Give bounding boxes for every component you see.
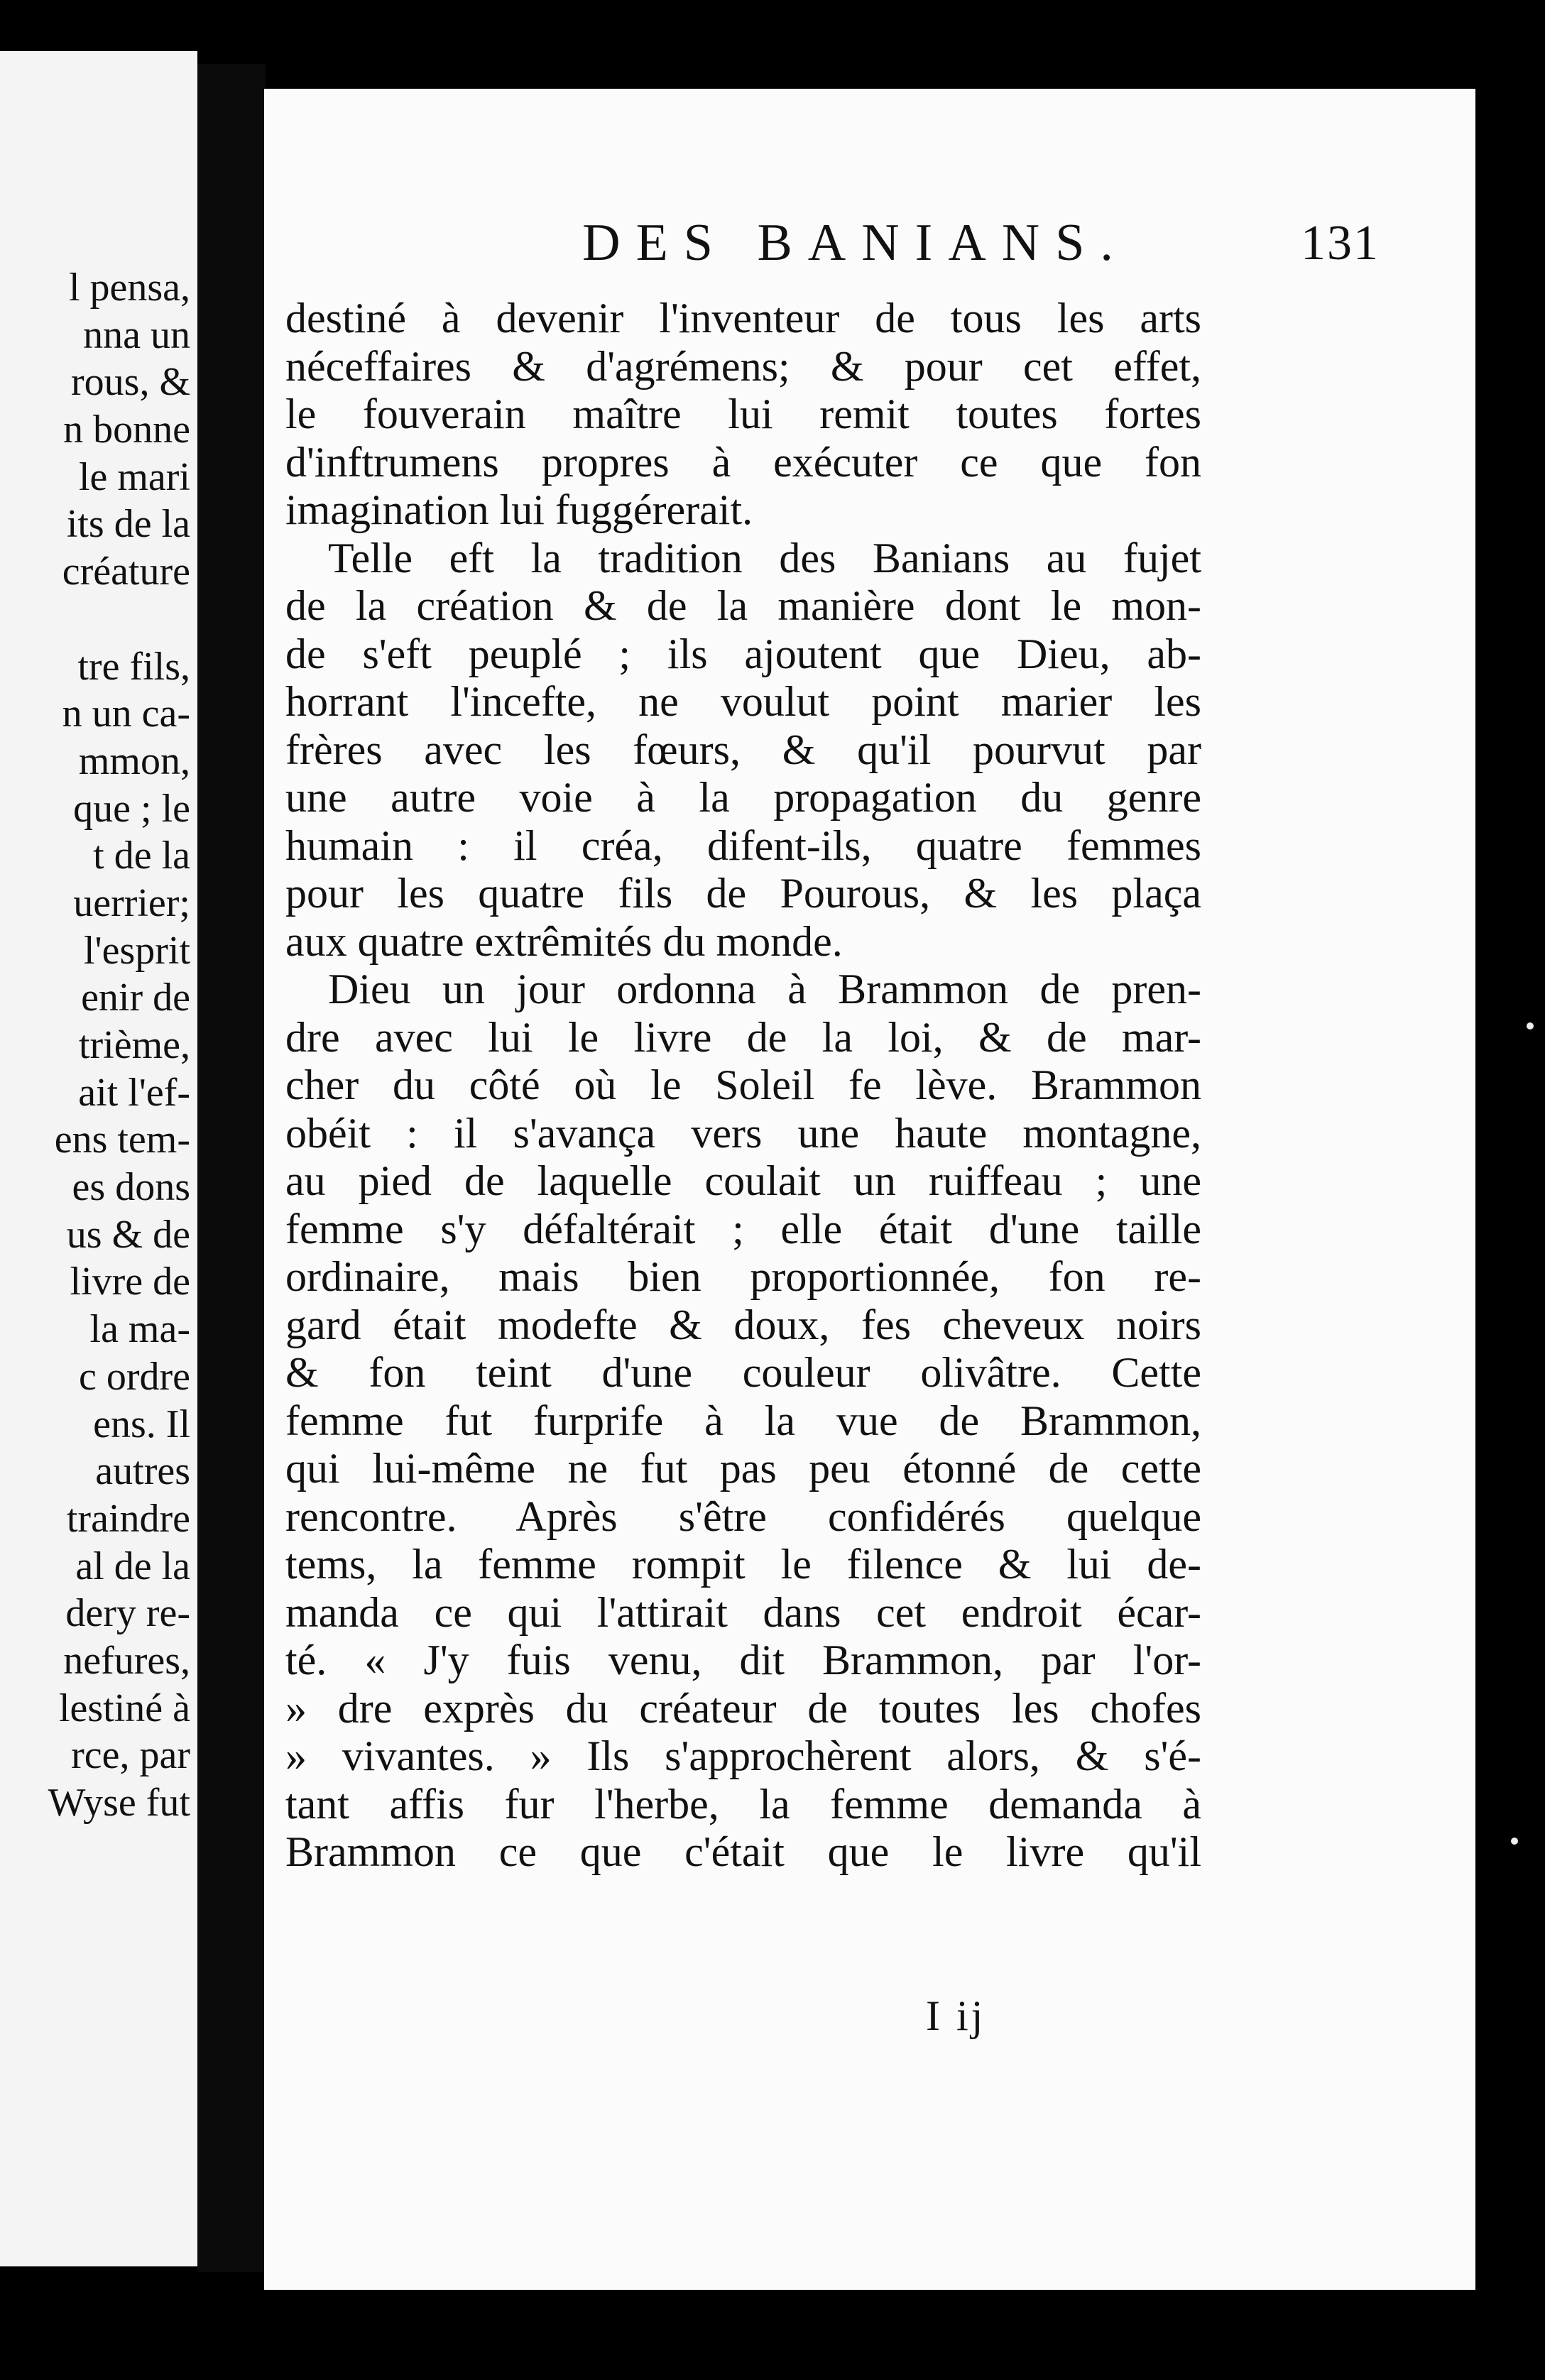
previous-page-line: al de la <box>75 1544 190 1588</box>
book-gutter <box>197 64 266 2272</box>
previous-page-line: trième, <box>78 1023 190 1067</box>
previous-page-line: Wyse fut <box>48 1781 190 1825</box>
previous-page-fragment <box>0 51 197 2266</box>
scan-speck <box>1527 1022 1534 1030</box>
previous-page-line: n un ca- <box>62 692 190 736</box>
text-line: cher du côté où le Soleil fe lève. Brammon <box>285 1061 1201 1108</box>
text-line: Dieu un jour ordonna à Brammon de pren- <box>328 966 1201 1012</box>
text-line: tems, la femme rompit le filence & lui de- <box>285 1541 1201 1588</box>
text-line: horrant l'incefte, ne voulut point marier les <box>285 678 1201 725</box>
signature-mark: I ij <box>926 1992 986 2039</box>
text-line: aux quatre extrêmités du monde. <box>285 917 843 965</box>
text-line: humain : il créa, difent-ils, quatre femmes <box>285 821 1201 869</box>
previous-page-line: ait l'ef- <box>78 1070 190 1115</box>
previous-page-line: nefures, <box>63 1638 190 1683</box>
previous-page-line: enir de <box>81 976 190 1020</box>
previous-page-line: c ordre <box>78 1354 190 1399</box>
text-line: frères avec les fœurs, & qu'il pourvut par <box>285 726 1201 773</box>
previous-page-line: mmon, <box>78 738 190 783</box>
running-head: DES BANIANS. <box>582 214 1129 272</box>
previous-page-line: créature <box>62 550 190 594</box>
text-line: imagination lui fuggérerait. <box>285 486 753 533</box>
text-line: femme fut furprife à la vue de Brammon, <box>285 1397 1201 1444</box>
text-line: de la création & de la manière dont le mon- <box>285 582 1201 629</box>
current-page <box>264 89 1475 2290</box>
text-line: néceffaires & d'agrémens; & pour cet effet, <box>285 342 1201 390</box>
previous-page-line: l'esprit <box>83 928 190 973</box>
previous-page-line: its de la <box>66 502 190 547</box>
text-line: dre avec lui le livre de la loi, & de mar- <box>285 1013 1201 1061</box>
text-line: pour les quatre fils de Pourous, & les plaça <box>285 870 1201 917</box>
previous-page-line: tre fils, <box>77 644 190 689</box>
scan-speck <box>1511 1838 1518 1845</box>
previous-page-line: es dons <box>72 1165 190 1210</box>
previous-page-line <box>0 596 190 643</box>
text-line: d'inftrumens propres à exécuter ce que fon <box>285 438 1201 486</box>
text-line: qui lui-même ne fut pas peu étonné de cette <box>285 1445 1201 1492</box>
page-body-text <box>285 295 1201 1877</box>
page-number: 131 <box>1301 216 1380 271</box>
previous-page-line: t de la <box>93 834 190 878</box>
text-line: » vivantes. » Ils s'approchèrent alors, & s'é- <box>285 1732 1201 1779</box>
previous-page-line: rce, par <box>71 1733 190 1778</box>
previous-page-line: rous, & <box>71 360 190 405</box>
previous-page-text <box>0 264 190 1827</box>
text-line: femme s'y défaltérait ; elle était d'une taille <box>285 1205 1201 1252</box>
previous-page-line: l pensa, <box>68 266 190 310</box>
text-line: Telle eft la tradition des Banians au fujet <box>328 534 1201 582</box>
text-line: ordinaire, mais bien proportionnée, fon re- <box>285 1253 1201 1300</box>
text-line: tant affis fur l'herbe, la femme demanda à <box>285 1780 1201 1828</box>
text-line: té. « J'y fuis venu, dit Brammon, par l'or- <box>285 1637 1201 1683</box>
previous-page-line: que ; le <box>73 786 190 831</box>
text-line: & fon teint d'une couleur olivâtre. Cette <box>285 1349 1201 1396</box>
previous-page-line: uerrier; <box>73 880 190 925</box>
previous-page-line: le mari <box>78 454 190 499</box>
text-line: gard était modefte & doux, fes cheveux noirs <box>285 1301 1201 1348</box>
previous-page-line: lestiné à <box>58 1686 190 1730</box>
text-line: manda ce qui l'attirait dans cet endroit écar- <box>285 1588 1201 1636</box>
text-line: rencontre. Après s'être confidérés quelque <box>285 1492 1201 1540</box>
previous-page-line: ens tem- <box>54 1118 190 1162</box>
previous-page-line: autres <box>95 1449 190 1494</box>
previous-page-line: la ma- <box>89 1307 190 1352</box>
text-line: le fouverain maître lui remit toutes fortes <box>285 391 1201 437</box>
previous-page-line: nna un <box>83 312 190 357</box>
previous-page-line: us & de <box>66 1212 190 1257</box>
text-line: » dre exprès du créateur de toutes les chofes <box>285 1684 1201 1732</box>
text-line: destiné à devenir l'inventeur de tous les arts <box>285 295 1201 342</box>
previous-page-line: n bonne <box>63 408 190 452</box>
text-line: au pied de laquelle coulait un ruiffeau ; une <box>285 1157 1201 1204</box>
previous-page-line: traindre <box>66 1496 190 1541</box>
previous-page-line: ens. Il <box>93 1402 190 1446</box>
previous-page-line: dery re- <box>65 1591 190 1636</box>
text-line: Brammon ce que c'était que le livre qu'il <box>285 1828 1201 1875</box>
previous-page-line: livre de <box>70 1260 190 1304</box>
text-line: de s'eft peuplé ; ils ajoutent que Dieu, ab- <box>285 630 1201 677</box>
text-line: une autre voie à la propagation du genre <box>285 774 1201 821</box>
text-line: obéit : il s'avança vers une haute montagne, <box>285 1109 1201 1157</box>
